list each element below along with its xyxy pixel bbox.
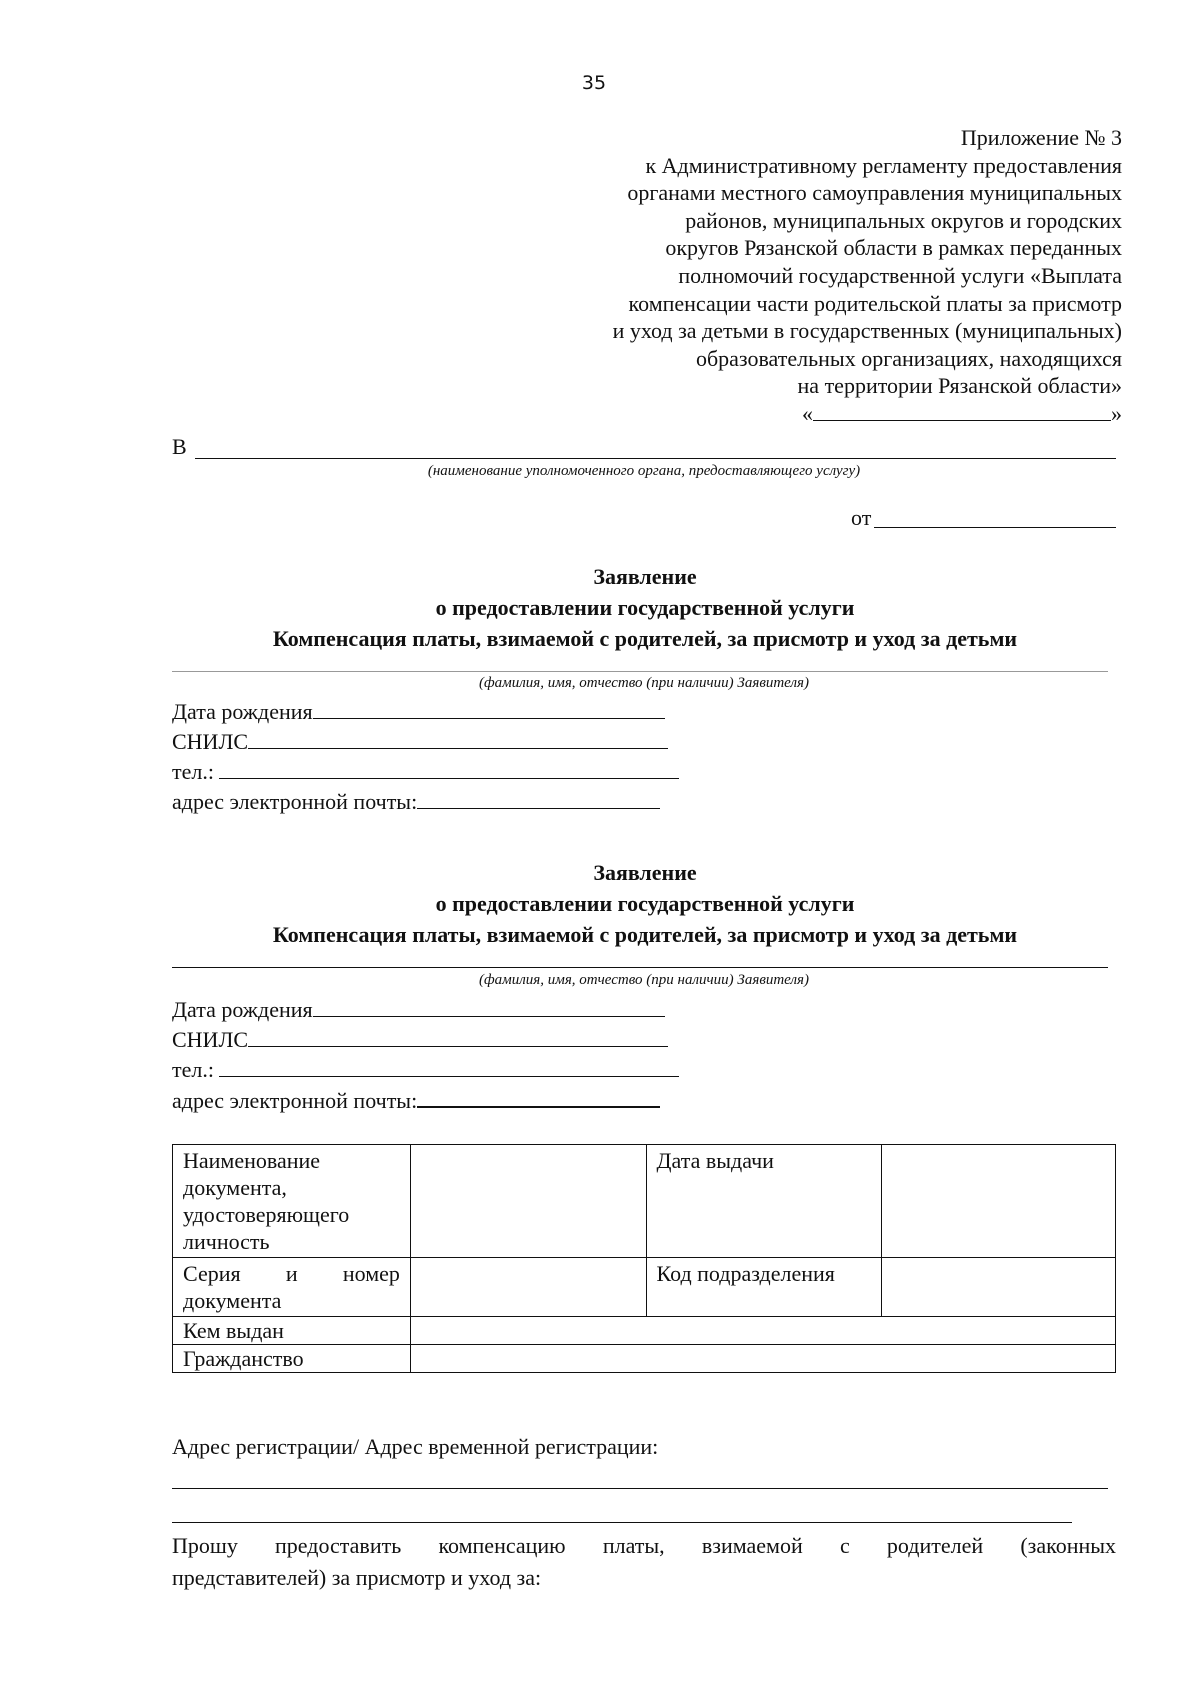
from-field[interactable] bbox=[874, 527, 1116, 528]
word: компенсацию bbox=[438, 1533, 566, 1558]
table-row bbox=[173, 1145, 1116, 1258]
field-label: Дата рождения bbox=[172, 699, 313, 724]
cell-line: Наименование bbox=[183, 1148, 321, 1173]
word: родителей bbox=[886, 1533, 984, 1558]
doc-name-value[interactable] bbox=[410, 1145, 646, 1258]
field-phone bbox=[172, 758, 679, 785]
word: Серия bbox=[183, 1261, 241, 1286]
table-row bbox=[173, 1345, 1116, 1373]
title-line: Компенсация платы, взимаемой с родителей, за присмотр и уход за детьми bbox=[272, 626, 1018, 651]
field-label: адрес электронной почты: bbox=[172, 789, 418, 814]
citizenship-value[interactable] bbox=[410, 1345, 1115, 1373]
title-line: о предоставлении государственной услуги bbox=[435, 595, 855, 620]
word: с bbox=[839, 1533, 850, 1558]
appendix-line: на территории Рязанской области» bbox=[797, 373, 1122, 399]
appendix-header bbox=[613, 124, 1122, 428]
field-label: адрес электронной почты: bbox=[172, 1088, 418, 1113]
from-label: от bbox=[851, 505, 872, 530]
series-number-value[interactable] bbox=[410, 1258, 646, 1317]
issue-date-label: Дата выдачи bbox=[646, 1145, 882, 1258]
citizenship-label: Гражданство bbox=[173, 1345, 411, 1373]
issued-by-value[interactable] bbox=[410, 1317, 1115, 1345]
title-line: Заявление bbox=[593, 564, 697, 589]
addressee-field[interactable] bbox=[195, 458, 1116, 459]
phone-input[interactable] bbox=[219, 1056, 679, 1077]
field-snils bbox=[172, 728, 668, 755]
table-row bbox=[173, 1258, 1116, 1317]
appendix-line: и уход за детьми в государственных (муниципальных) bbox=[612, 318, 1122, 344]
field-label: СНИЛС bbox=[172, 729, 249, 754]
page-number: 35 bbox=[581, 72, 607, 94]
field-label: тел.: bbox=[172, 1057, 214, 1082]
word: и bbox=[285, 1261, 298, 1286]
series-number-label bbox=[173, 1258, 411, 1317]
cell-line: личность bbox=[183, 1229, 270, 1254]
cell-line: документа, bbox=[183, 1175, 287, 1200]
phone-input[interactable] bbox=[219, 758, 679, 779]
appendix-line: к Административному регламенту предоставления bbox=[645, 152, 1122, 178]
series-line bbox=[183, 1260, 400, 1287]
field-label: тел.: bbox=[172, 759, 214, 784]
division-code-label: Код подразделения bbox=[646, 1258, 882, 1317]
birth-date-input[interactable] bbox=[313, 996, 665, 1017]
snils-input[interactable] bbox=[248, 728, 668, 749]
applicant-name-caption: (фамилия, имя, отчество (при наличии) Заявителя) bbox=[479, 972, 809, 988]
issued-by-label: Кем выдан bbox=[173, 1317, 411, 1345]
addressee-prefix: В bbox=[172, 434, 187, 459]
appendix-line: образовательных организациях, находящихся bbox=[695, 345, 1122, 371]
title-line: о предоставлении государственной услуги bbox=[435, 891, 855, 916]
doc-name-label bbox=[173, 1145, 411, 1258]
email-input[interactable] bbox=[417, 788, 660, 809]
birth-date-input[interactable] bbox=[313, 698, 665, 719]
request-line-1 bbox=[172, 1530, 1116, 1562]
field-email bbox=[172, 788, 660, 815]
section-2-title bbox=[0, 857, 1200, 950]
appendix-line: компенсации части родительской платы за присмотр bbox=[628, 290, 1122, 316]
cell-line: документа bbox=[183, 1288, 282, 1313]
appendix-line: органами местного самоуправления муниципальных bbox=[627, 180, 1122, 206]
appendix-blank-field[interactable] bbox=[813, 400, 1111, 421]
division-code-value[interactable] bbox=[882, 1258, 1116, 1317]
applicant-name-field[interactable] bbox=[172, 967, 1108, 968]
field-birth-date bbox=[172, 698, 665, 725]
field-label: СНИЛС bbox=[172, 1027, 249, 1052]
field-birth-date bbox=[172, 996, 665, 1023]
registration-field-line-1[interactable] bbox=[172, 1488, 1108, 1489]
word: предоставить bbox=[275, 1533, 402, 1558]
field-email bbox=[172, 1086, 660, 1114]
word: взимаемой bbox=[701, 1533, 803, 1558]
id-document-table bbox=[172, 1144, 1116, 1373]
field-phone bbox=[172, 1056, 679, 1083]
cell-line: удостоверяющего bbox=[183, 1202, 350, 1227]
request-paragraph bbox=[172, 1530, 1116, 1594]
addressee-caption: (наименование уполномоченного органа, предоставляющего услугу) bbox=[427, 463, 861, 479]
table-row bbox=[173, 1317, 1116, 1345]
field-label: Дата рождения bbox=[172, 997, 313, 1022]
appendix-line: Приложение № 3 bbox=[960, 125, 1122, 150]
word: платы, bbox=[602, 1533, 665, 1558]
section-1-title bbox=[0, 561, 1200, 654]
appendix-line: округов Рязанской области в рамках переданных bbox=[665, 235, 1122, 261]
appendix-quote-line bbox=[613, 400, 1122, 428]
appendix-line: районов, муниципальных округов и городских bbox=[685, 207, 1122, 233]
appendix-line: полномочий государственной услуги «Выплата bbox=[678, 262, 1122, 288]
word: номер bbox=[342, 1261, 400, 1286]
quote-close: » bbox=[1111, 400, 1122, 426]
word: Прошу bbox=[172, 1533, 238, 1558]
request-line-2: представителей) за присмотр и уход за: bbox=[172, 1565, 542, 1590]
applicant-name-field[interactable] bbox=[172, 671, 1108, 672]
applicant-name-caption: (фамилия, имя, отчество (при наличии) Заявителя) bbox=[479, 675, 809, 691]
email-input[interactable] bbox=[417, 1086, 660, 1108]
title-line: Компенсация платы, взимаемой с родителей, за присмотр и уход за детьми bbox=[272, 922, 1018, 947]
quote-open: « bbox=[802, 400, 813, 426]
snils-input[interactable] bbox=[248, 1026, 668, 1047]
title-line: Заявление bbox=[593, 860, 697, 885]
word: (законных bbox=[1020, 1533, 1117, 1558]
registration-field-line-2[interactable] bbox=[172, 1522, 1072, 1523]
field-snils bbox=[172, 1026, 668, 1053]
issue-date-value[interactable] bbox=[882, 1145, 1116, 1258]
registration-label: Адрес регистрации/ Адрес временной регистрации: bbox=[172, 1434, 659, 1459]
